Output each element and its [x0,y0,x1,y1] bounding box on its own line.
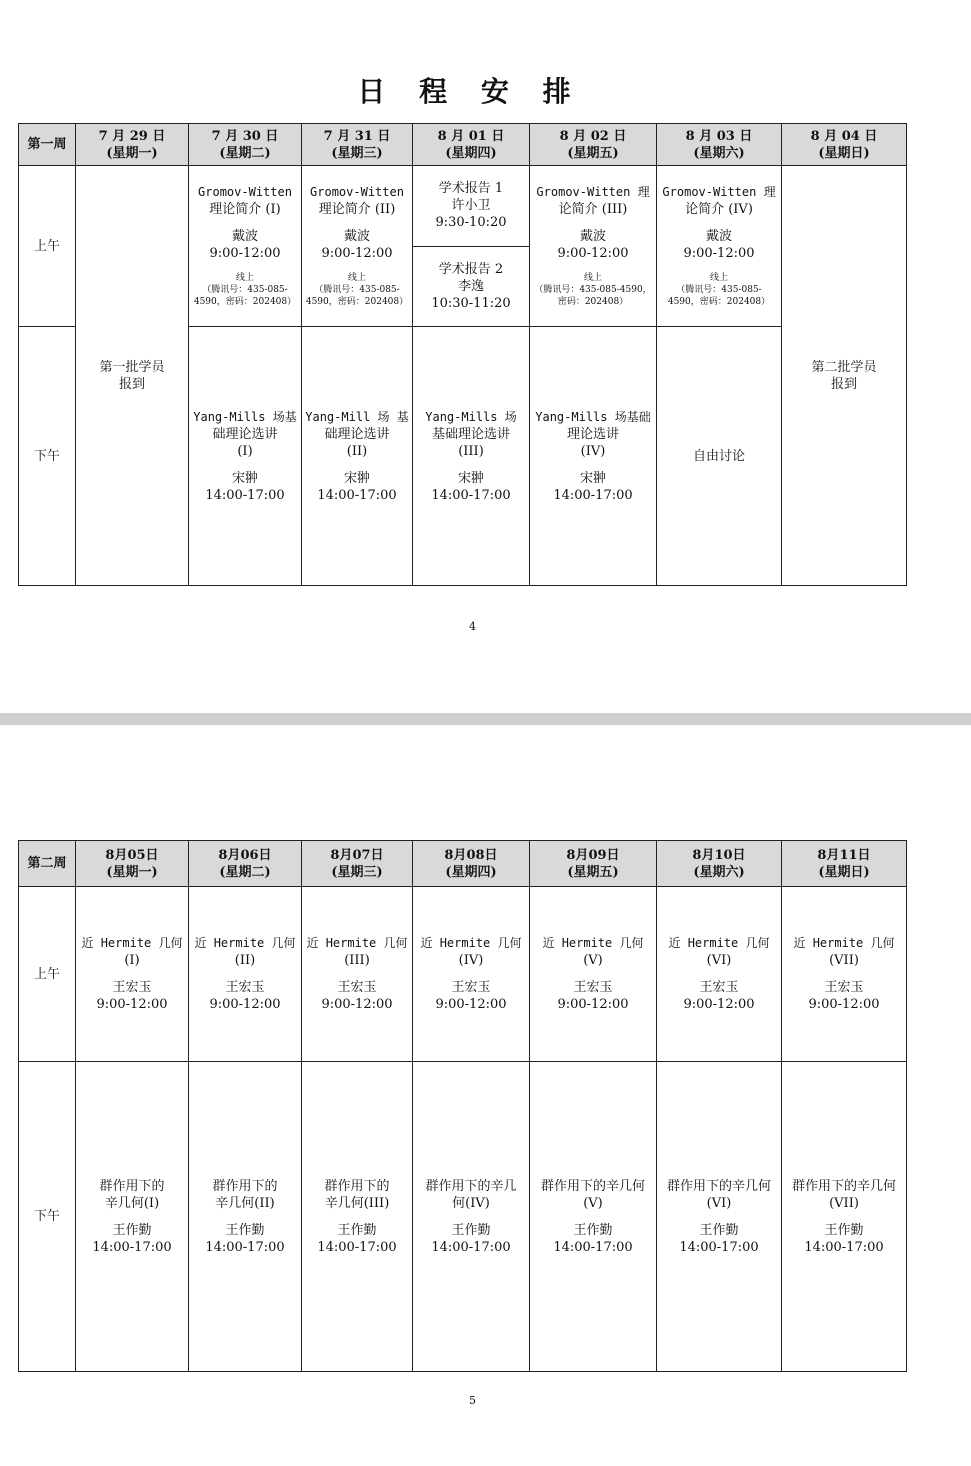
pm-label: 下午 [19,327,76,586]
day-header: 7 月 31 日 (星期三) [302,124,413,166]
am-label: 上午 [19,887,76,1062]
week2-schedule-table [18,840,907,1372]
session-cell: 近 Hermite 几何 (VII) 王宏玉 9:00-12:00 [782,887,907,1062]
session-cell: Yang-Mill 场 基 础理论选讲 (II) 宋翀 14:00-17:00 [302,327,413,586]
free-discussion-cell: 自由讨论 [657,327,782,586]
day-header: 8 月 04 日 (星期日) [782,124,907,166]
session-cell: Yang-Mills 场基 础理论选讲 (I) 宋翀 14:00-17:00 [189,327,302,586]
session-cell: Gromov-Witten 理论简介 (I) 戴波 9:00-12:00 线上 （腾讯号：435-085- 4590，密码：202408） [189,166,302,327]
page-title: 日 程 安 排 [357,75,583,108]
am-label: 上午 [19,166,76,327]
week-label: 第一周 [19,124,76,166]
week1-schedule-table [18,123,907,586]
day-header: 8 月 03 日 (星期六) [657,124,782,166]
day-header: 8月10日 (星期六) [657,841,782,887]
arrival-cell: 第一批学员 报到 [76,166,189,586]
day-header: 8月06日 (星期二) [189,841,302,887]
page-number: 4 [469,620,476,633]
session-cell: 群作用下的 辛几何(III) 王作勤 14:00-17:00 [302,1062,413,1372]
report-cell: 学术报告 1 许小卫 9:30-10:20 学术报告 2 李逸 10:30-11:20 [413,166,530,327]
session-cell: 群作用下的辛几何 (V) 王作勤 14:00-17:00 [530,1062,657,1372]
day-header: 8月08日 (星期四) [413,841,530,887]
session-cell: 近 Hermite 几何 (V) 王宏玉 9:00-12:00 [530,887,657,1062]
session-cell: 近 Hermite 几何 (II) 王宏玉 9:00-12:00 [189,887,302,1062]
session-cell: 近 Hermite 几何 (IV) 王宏玉 9:00-12:00 [413,887,530,1062]
report-1-title: 学术报告 1 [438,181,504,197]
day-header: 8 月 02 日 (星期五) [530,124,657,166]
session-cell: Gromov-Witten 理 论简介 (IV) 戴波 9:00-12:00 线上 （腾讯号：435-085- 4590，密码：202408） [657,166,782,327]
arrival-cell: 第二批学员 报到 [782,166,907,586]
week1-header-row [19,124,907,166]
week2-am-row [19,887,907,1062]
week2-header-row [19,841,907,887]
session-cell: 近 Hermite 几何 (I) 王宏玉 9:00-12:00 [76,887,189,1062]
session-cell: Yang-Mills 场 基础理论选讲 (III) 宋翀 14:00-17:00 [413,327,530,586]
page-number: 5 [469,1394,476,1407]
pm-label: 下午 [19,1062,76,1372]
day-header: 8 月 01 日 (星期四) [413,124,530,166]
week2-pm-row [19,1062,907,1372]
day-header: 8月09日 (星期五) [530,841,657,887]
session-cell: Yang-Mills 场基础 理论选讲 (IV) 宋翀 14:00-17:00 [530,327,657,586]
week1-am-row [19,166,907,327]
day-header: 8月05日 (星期一) [76,841,189,887]
day-header: 8月07日 (星期三) [302,841,413,887]
report-2-title: 学术报告 2 [438,261,504,277]
day-header: 7 月 29 日 (星期一) [76,124,189,166]
session-cell: 群作用下的辛几何 (VII) 王作勤 14:00-17:00 [782,1062,907,1372]
day-header: 8月11日 (星期日) [782,841,907,887]
session-cell: 群作用下的 辛几何(I) 王作勤 14:00-17:00 [76,1062,189,1372]
page-divider [0,713,971,725]
week-label: 第二周 [19,841,76,887]
session-cell: 群作用下的辛几 何(IV) 王作勤 14:00-17:00 [413,1062,530,1372]
session-cell: 近 Hermite 几何 (III) 王宏玉 9:00-12:00 [302,887,413,1062]
session-cell: 群作用下的 辛几何(II) 王作勤 14:00-17:00 [189,1062,302,1372]
session-cell: 近 Hermite 几何 (VI) 王宏玉 9:00-12:00 [657,887,782,1062]
day-header: 7 月 30 日 (星期二) [189,124,302,166]
session-cell: Gromov-Witten 理论简介 (II) 戴波 9:00-12:00 线上 （腾讯号：435-085- 4590，密码：202408） [302,166,413,327]
session-cell: 群作用下的辛几何 (VI) 王作勤 14:00-17:00 [657,1062,782,1372]
session-cell: Gromov-Witten 理 论简介 (III) 戴波 9:00-12:00 线上 （腾讯号：435-085-4590， 密码：202408） [530,166,657,327]
